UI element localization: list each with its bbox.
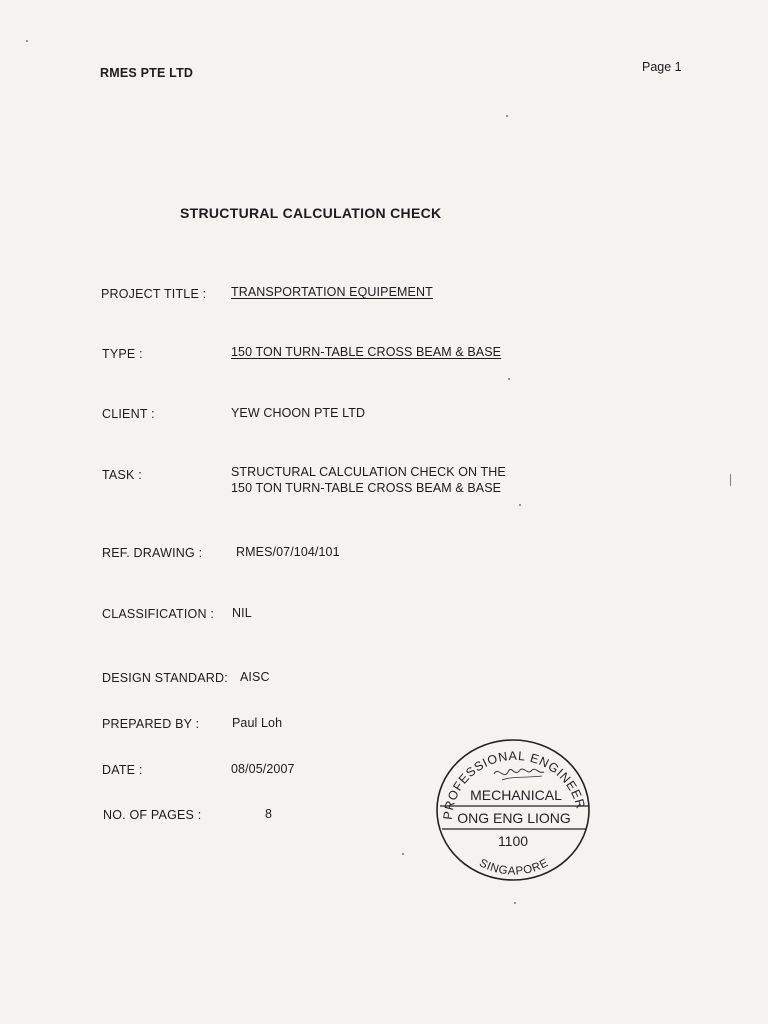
scan-speck [506, 115, 508, 117]
professional-engineer-seal [432, 736, 594, 884]
design-standard-value: AISC [240, 670, 270, 684]
seal-registration-number: 1100 [497, 833, 529, 849]
client-value: YEW CHOON PTE LTD [231, 406, 366, 420]
client-label: CLIENT : [102, 407, 155, 421]
seal-country: SINGAPORE [477, 856, 551, 878]
scan-speck [519, 504, 521, 506]
project-title-label: PROJECT TITLE : [101, 287, 207, 301]
ref-drawing-value: RMES/07/104/101 [236, 545, 340, 559]
document-title: STRUCTURAL CALCULATION CHECK [180, 205, 442, 221]
scan-speck [514, 902, 516, 904]
prepared-by-value: Paul Loh [232, 716, 283, 730]
classification-value: NIL [232, 606, 252, 620]
seal-discipline: MECHANICAL [470, 787, 562, 803]
scan-speck [402, 853, 404, 855]
company-name: RMES PTE LTD [100, 66, 194, 80]
scan-speck [26, 40, 28, 42]
task-label: TASK : [102, 468, 142, 482]
project-title-value: TRANSPORTATION EQUIPEMENT [231, 285, 433, 299]
date-label: DATE : [102, 763, 143, 777]
no-of-pages-label: NO. OF PAGES : [103, 808, 202, 822]
signature-mark [494, 769, 544, 775]
type-label: TYPE : [102, 347, 143, 361]
design-standard-label: DESIGN STANDARD: [102, 671, 228, 685]
type-value: 150 TON TURN-TABLE CROSS BEAM & BASE [231, 345, 502, 359]
ref-drawing-label: REF. DRAWING : [102, 546, 203, 560]
seal-engineer-name: ONG ENG LIONG [457, 810, 571, 826]
page-number: Page 1 [642, 60, 682, 74]
prepared-by-label: PREPARED BY : [102, 717, 200, 731]
task-value-line2: 150 TON TURN-TABLE CROSS BEAM & BASE [231, 481, 502, 495]
scan-speck [730, 474, 731, 486]
classification-label: CLASSIFICATION : [102, 607, 215, 621]
scan-speck [508, 378, 510, 380]
date-value: 08/05/2007 [231, 762, 295, 776]
seal-arc-text: PROFESSIONAL ENGINEER [440, 748, 588, 821]
no-of-pages-value: 8 [265, 807, 273, 821]
task-value-line1: STRUCTURAL CALCULATION CHECK ON THE [231, 465, 506, 479]
